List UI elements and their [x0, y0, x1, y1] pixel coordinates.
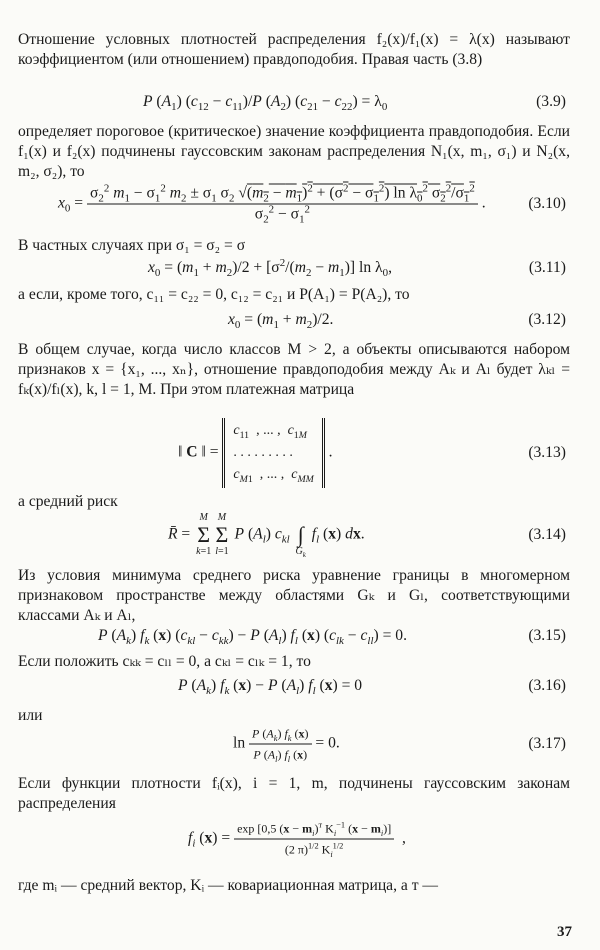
- equation-3-16-number: (3.16): [528, 677, 566, 694]
- equation-3-14-number: (3.14): [528, 526, 566, 543]
- paragraph-gaussian: Если функции плотности fᵢ(x), i = 1, m, подчинены гауссовским законам распределения: [18, 775, 570, 812]
- paragraph-likelihood-ratio: Отношение условных плотностей распределения f₂(x)/f₁(x) = λ(x) называют коэффициентом (или отношением) правдоподобия. Правая часть (3.8): [18, 31, 570, 68]
- paragraph-definitions: где mᵢ — средний вектор, Kᵢ — ковариационная матрица, а т —: [18, 877, 439, 894]
- equation-3-14: [18, 512, 570, 558]
- paragraph-set-costs: Если положить cₖₖ = cₗₗ = 0, а cₖₗ = cₗₖ = 1, то: [18, 653, 311, 670]
- equation-3-16-body: P $(A_k)$ $f_k$ (x) − P $(A_l)$ $f_l$ (x) = 0: [178, 677, 363, 698]
- equation-3-17-body: ln $\frac{P (A_k) f_k (x)}{P (A_l) f_l (x)}$ = 0.: [233, 726, 340, 764]
- paragraph-or: или: [18, 707, 43, 724]
- paragraph-average-risk: а средний риск: [18, 493, 118, 510]
- equation-3-10: [18, 180, 570, 228]
- equation-3-13-body: ‖ C ‖ = $c_{11}$ , ... , $c_{1M}$ . . . . . . . . . $c_{M1}$ , ... , $c_{MM}$ .: [178, 418, 333, 488]
- page-number: 37: [557, 924, 572, 940]
- paragraph-minimum-risk: Из условия минимума среднего риска уравнение границы в многомерном признаковом пространстве между областями Gₖ и Gₗ, соответствующими классами Aₖ и Aₗ,: [18, 567, 570, 624]
- equation-3-9-number: (3.9): [536, 93, 566, 110]
- equation-3-16: [18, 676, 570, 702]
- equation-3-9-body: P $(A_1) (c_{12} - c_{11})/P$ $(A_2) (c_{21} - c_{22}) = \lambda_0$: [143, 93, 388, 114]
- equation-3-13: [18, 420, 570, 486]
- equation-3-11-number: (3.11): [528, 259, 566, 276]
- equation-3-12-body: $x_0 = (m_1 + m_2)/2$.: [228, 311, 334, 332]
- equation-3-17: [18, 722, 570, 766]
- equation-3-10-number: (3.10): [528, 195, 566, 212]
- equation-3-12-number: (3.12): [528, 311, 566, 328]
- equation-gaussian-density-body: $f_i$ (x) = $\frac{\exp [0,5 (x - m_i)^т K_i^{-1} (x - m_i)]}{(2 \pi)^{1/2} K_i^{1/2}}$ ,: [188, 820, 406, 859]
- paragraph-special-cases: В частных случаях при σ₁ = σ₂ = σ: [18, 237, 246, 254]
- equation-3-15-body: P $(A_k)$ $f_k$ (x) $(c_{kl} - c_{kk}) - P$ $(A_l)$ $f_l$ (x) $(c_{lk} - c_{ll}) = 0$.: [98, 627, 407, 648]
- equation-3-17-number: (3.17): [528, 735, 566, 752]
- equation-3-9: [18, 92, 570, 118]
- paragraph-threshold: определяет пороговое (критическое) значение коэффициента правдоподобия. Если f₁(x) и f₂(x) подчинены гауссовским законам распределения N₁(x, m₁, σ₁) и N₂(x, m₂, σ₂), то: [18, 123, 570, 180]
- paragraph-general-case: В общем случае, когда число классов M > 2, а объекты описываются набором признаков x = {x₁, ..., xₙ}, отношение правдоподобия между Aₖ и Aₗ будет λₖₗ = fₖ(x)/fₗ(x), k, l = 1, M. При этом платежная матрица: [18, 341, 570, 398]
- equation-3-11-body: $x_0 = (m_1 + m_2)/2 + [\sigma^2/(m_2 - m_1)]$ $\ln \lambda_0$,: [148, 256, 392, 280]
- equation-3-13-number: (3.13): [528, 444, 566, 461]
- equation-3-10-body: $x_0$ = $\sigma_2^2$ $m_1 - \sigma_1^2$ $m_2 \pm \sigma_1$ $\sigma_2$ $√(m_2 - m_1)^2 + (\sigma^2 - \sigma_1^2)$ $\ln \lambda_0^2$ $\sigma_2^2/\sigma_1^2$ $\sigma_2^2 - \sigma_1^2$ .: [58, 182, 486, 226]
- paragraph-equal-costs: а если, кроме того, c₁₁ = c₂₂ = 0, c₁₂ = c₂₁ и P(A₁) = P(A₂), то: [18, 286, 410, 303]
- equation-3-15: [18, 626, 570, 652]
- equation-3-12: [18, 310, 570, 336]
- equation-3-11: [18, 258, 570, 284]
- equation-3-14-body: R̄ = M Σ k=1M Σ l=1 P $(A_l)$ $c_{kl}$ ∫ $G_k$ $f_l$ (x) dx.: [168, 512, 365, 559]
- equation-3-15-number: (3.15): [528, 627, 566, 644]
- equation-gaussian-density: [18, 818, 570, 860]
